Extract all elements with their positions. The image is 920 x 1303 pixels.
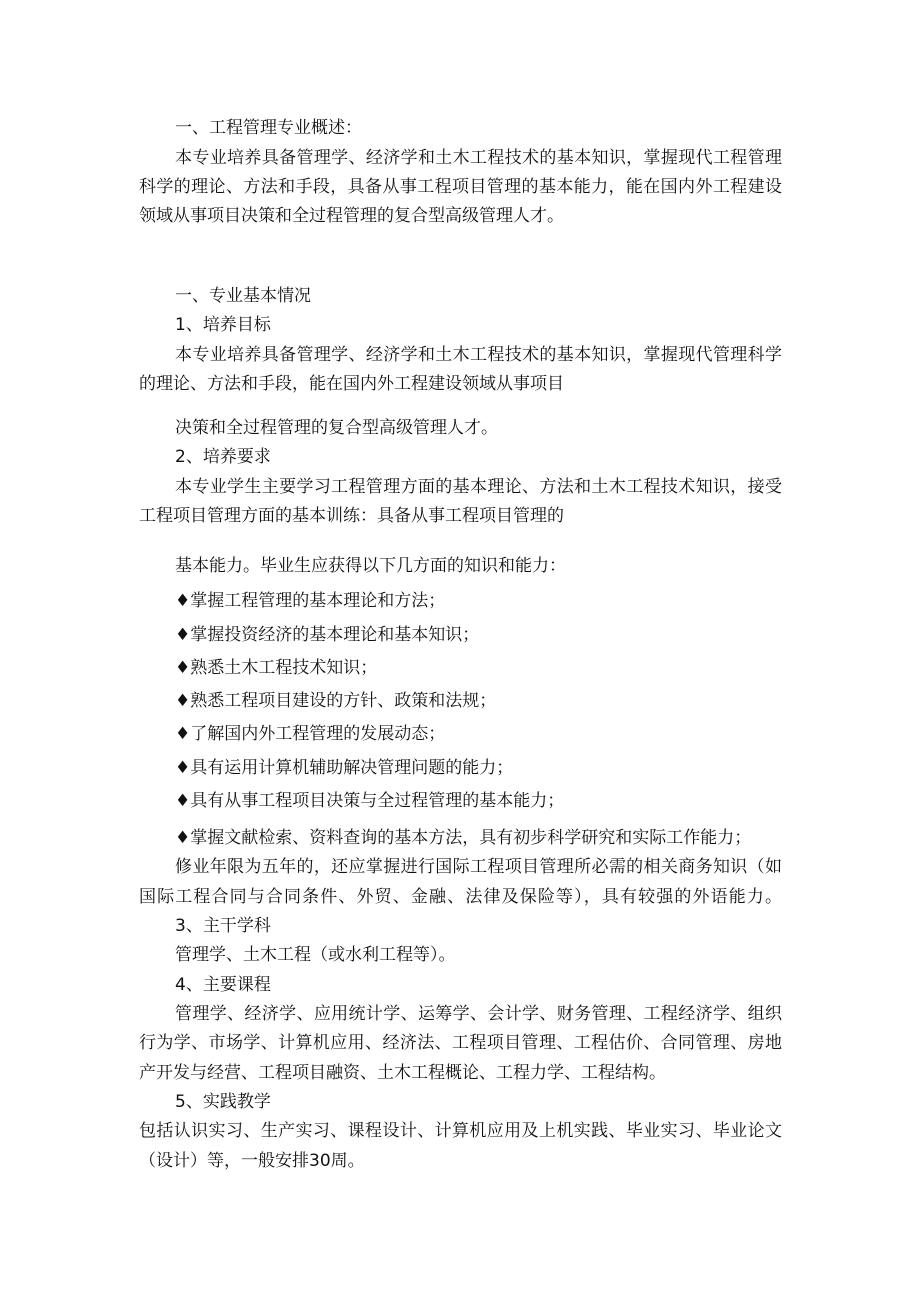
course-paragraph-line: 产开发与经营、工程项目融资、土木工程概论、工程力学、工程结构。 [139, 1063, 666, 1083]
overview-paragraph-line: 本专业培养具备管理学、经济学和土木工程技术的基本知识，掌握现代工程管理 [175, 148, 782, 168]
ability-item: ♦了解国内外工程管理的发展动态； [175, 724, 446, 744]
ability-item: ♦掌握工程管理的基本理论和方法； [175, 591, 446, 611]
ability-item: ♦掌握投资经济的基本理论和基本知识； [175, 625, 480, 645]
course-heading: 4、主要课程 [175, 975, 271, 995]
course-paragraph-line: 管理学、经济学、应用统计学、运筹学、会计学、财务管理、工程经济学、组织 [175, 1004, 782, 1024]
subject-text: 管理学、土木工程（或水利工程等）。 [175, 945, 456, 965]
goal-paragraph-line: 本专业培养具备管理学、经济学和土木工程技术的基本知识，掌握现代管理科学 [175, 345, 782, 365]
goal-heading: 1、培养目标 [175, 315, 271, 335]
overview-paragraph-line: 领域从事项目决策和全过程管理的复合型高级管理人才。 [139, 206, 564, 226]
five-year-paragraph-line: 修业年限为五年的，还应掌握进行国际工程项目管理所必需的相关商务知识（如 [175, 857, 782, 877]
course-paragraph-line: 行为学、市场学、计算机应用、经济法、工程项目管理、工程估价、合同管理、房地 [139, 1033, 782, 1053]
ability-item: ♦熟悉土木工程技术知识； [175, 658, 378, 678]
subject-heading: 3、主干学科 [175, 916, 271, 936]
requirement-paragraph-line: 本专业学生主要学习工程管理方面的基本理论、方法和土木工程技术知识，接受 [175, 477, 782, 497]
goal-paragraph-line: 的理论、方法和手段，能在国内外工程建设领域从事项目 [139, 374, 564, 394]
practice-paragraph-line: 包括认识实习、生产实习、课程设计、计算机应用及上机实践、毕业实习、毕业论文 [139, 1121, 782, 1141]
requirement-paragraph-line: 基本能力。毕业生应获得以下几方面的知识和能力： [175, 556, 566, 576]
requirement-heading: 2、培养要求 [175, 447, 271, 467]
ability-item: ♦熟悉工程项目建设的方针、政策和法规； [175, 691, 497, 711]
five-year-paragraph-line: 国际工程合同与合同条件、外贸、金融、法律及保险等），具有较强的外语能力。 [139, 887, 782, 907]
ability-item: ♦具有从事工程项目决策与全过程管理的基本能力； [175, 791, 565, 811]
requirement-paragraph-line: 工程项目管理方面的基本训练：具备从事工程项目管理的 [139, 506, 564, 526]
basic-heading: 一、专业基本情况 [175, 286, 311, 306]
overview-paragraph-line: 科学的理论、方法和手段，具备从事工程项目管理的基本能力，能在国内外工程建设 [139, 177, 782, 197]
ability-item: ♦具有运用计算机辅助解决管理问题的能力； [175, 758, 514, 778]
practice-paragraph-line: （设计）等，一般安排30周。 [139, 1151, 365, 1171]
ability-item: ♦掌握文献检索、资料查询的基本方法，具有初步科学研究和实际工作能力； [175, 828, 752, 848]
goal-paragraph-line: 决策和全过程管理的复合型高级管理人才。 [175, 418, 498, 438]
overview-heading: 一、工程管理专业概述： [175, 118, 362, 138]
practice-heading: 5、实践教学 [175, 1092, 271, 1112]
